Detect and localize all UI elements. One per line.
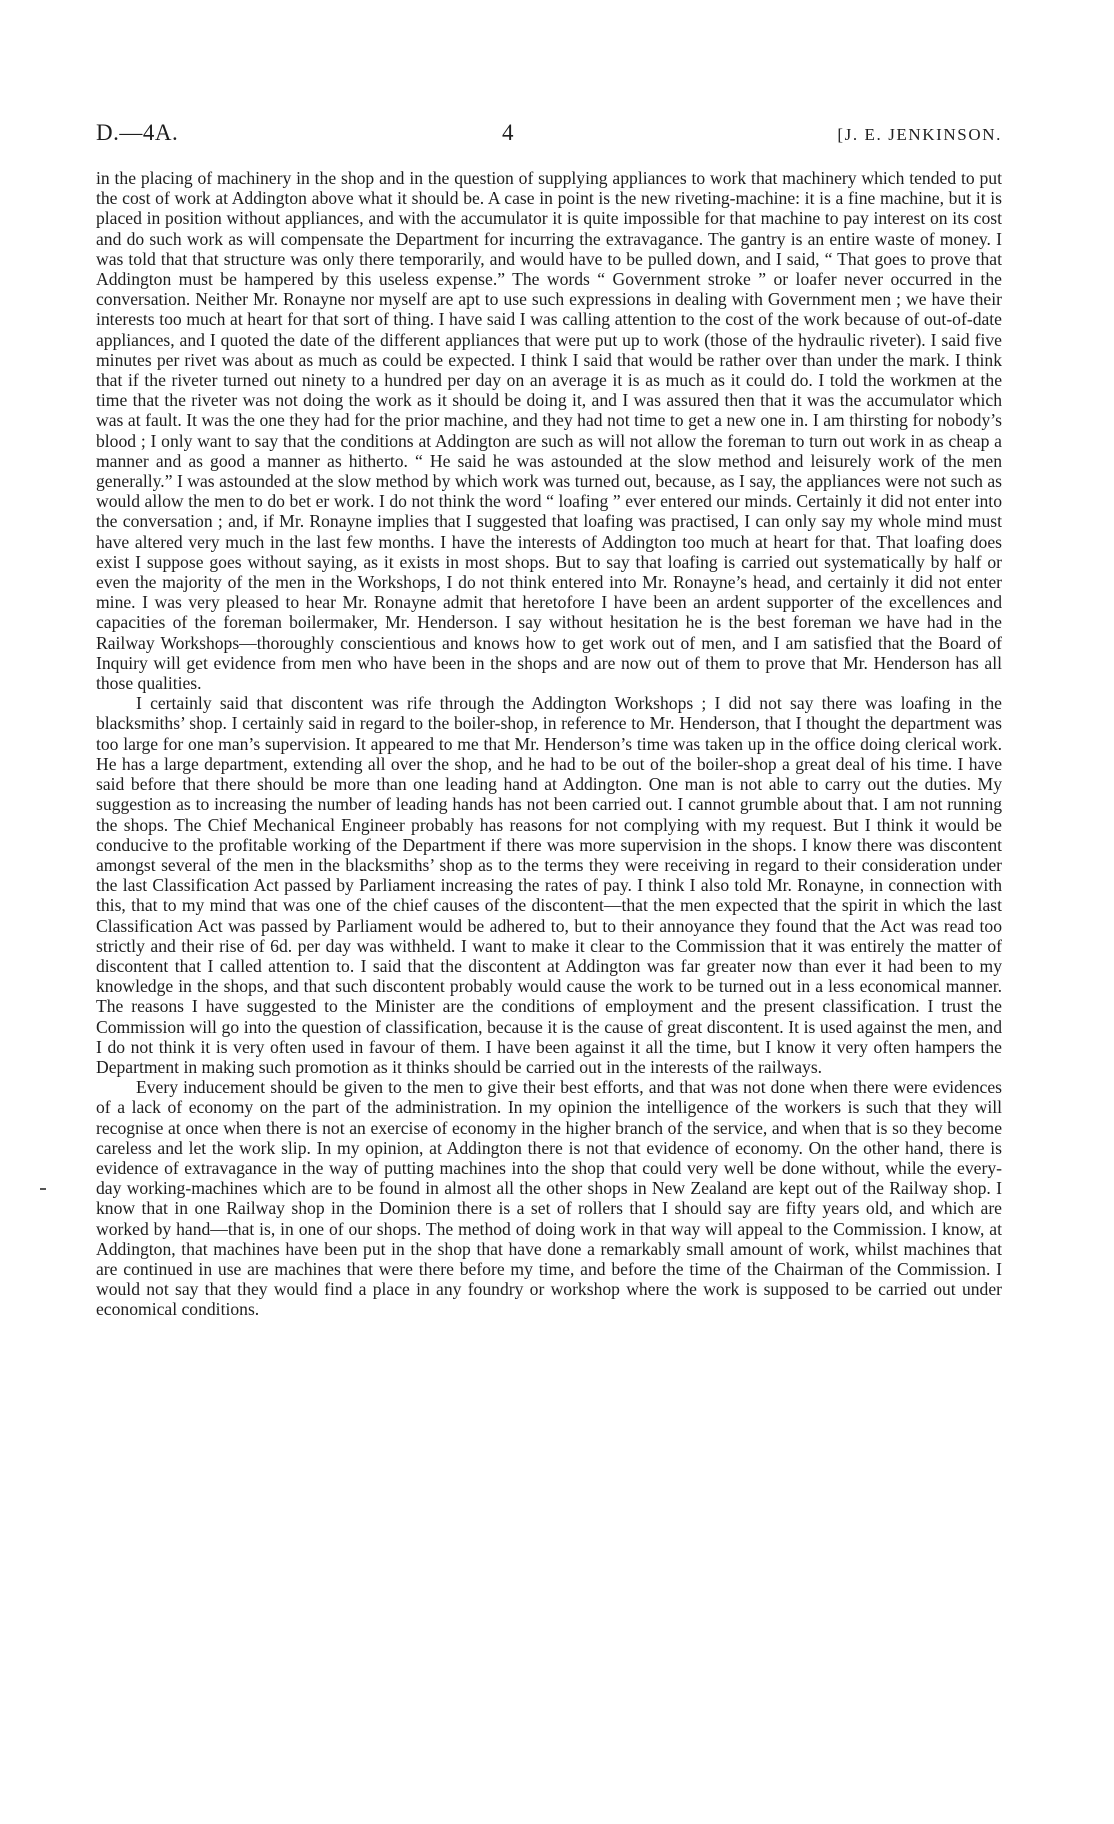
- paragraph-3: Every inducement should be given to the men to give their best efforts, and that was not done when there were evidences of a lack of economy on the part of the administration. In my opinion the intelligence of the workers is such that they will recognise at once when there is not an exercise of economy in the higher branch of the service, and when that is so they become careless and let the work slip. In my opinion, at Addington there is not that evidence of economy. On the other hand, there is evidence of extravagance in the way of putting machines into the shop that could very well be done without, while the every-day working-machines which are to be found in almost all the other shops in New Zealand are kept out of the Railway shop. I know that in one Railway shop in the Dominion there is a set of rollers that I should say are fifty years old, and which are worked by hand—that is, in one of our shops. The method of doing work in that way will appeal to the Commission. I know, at Addington, that machines have been put in the shop that have done a remarkably small amount of work, whilst machines that are continued in use are machines that were there before my time, and before the time of the Chairman of the Commission. I would not say that they would find a place in any foundry or workshop where the work is supposed to be carried out under economical conditions.: [96, 1077, 1002, 1320]
- paragraph-2: I certainly said that discontent was rife through the Addington Workshops ; I did not say there was loafing in the blacksmiths’ shop. I certainly said in regard to the boiler-shop, in reference to Mr. Henderson, that I thought the department was too large for one man’s supervision. It appeared to me that Mr. Henderson’s time was taken up in the office doing clerical work. He has a large department, extending all over the shop, and he had to be out of the boiler-shop a great deal of his time. I have said before that there should be more than one leading hand at Addington. One man is not able to carry out the duties. My suggestion as to increasing the number of leading hands has not been carried out. I cannot grumble about that. I am not running the shops. The Chief Mechanical Engineer probably has reasons for not complying with my request. But I think it would be conducive to the profitable working of the Department if there was more supervision in the shops. I know there was discontent amongst several of the men in the blacksmiths’ shop as to the terms they were receiving in regard to their consideration under the last Classification Act passed by Parliament increasing the rates of pay. I think I also told Mr. Ronayne, in connection with this, that to my mind that was one of the chief causes of the discontent—that the men expected that the spirit in which the last Classification Act was passed by Parliament would be adhered to, but to their annoyance they found that the Act was read too strictly and their rise of 6d. per day was withheld. I want to make it clear to the Commission that it was entirely the matter of discontent that I called attention to. I said that the discontent at Addington was far greater now than ever it had been to my knowledge in the shops, and that such discontent probably would cause the work to be turned out in a less economical manner. The reasons I have suggested to the Minister are the conditions of employment and the present classification. I trust the Commission will go into the question of classification, because it is the cause of great discontent. It is used against the men, and I do not think it is very often used in favour of them. I have been against it all the time, but I know it very often hampers the Department in making such promotion as it thinks should be carried out in the interests of the railways.: [96, 693, 1002, 1077]
- paragraph-1: in the placing of machinery in the shop and in the question of supplying appliances to work that machinery which tended to put the cost of work at Addington above what it should be. A case in point is the new riveting-machine: it is a fine machine, but it is placed in position without appliances, and with the accumulator it is quite impossible for that machine to pay interest on its cost and do such work as will compensate the Department for incurring the extravagance. The gantry is an entire waste of money. I was told that that structure was only there temporarily, and would have to be pulled down, and I said, “ That goes to prove that Addington must be hampered by this useless expense.” The words “ Government stroke ” or loafer never occurred in the conversation. Neither Mr. Ronayne nor myself are apt to use such expressions in dealing with Government men ; we have their interests too much at heart for that sort of thing. I have said I was calling attention to the cost of the work because of out-of-date appliances, and I quoted the date of the different appliances that were put up to work (those of the hydraulic riveter). I said five minutes per rivet was about as much as could be expected. I think I said that would be rather over than under the mark. I think that if the riveter turned out ninety to a hundred per day on an average it is as much as it could do. I told the workmen at the time that the riveter was not doing the work as it should be doing it, and I was assured then that it was the accumulator which was at fault. It was the one they had for the prior machine, and they had not time to get a new one in. I am thirsting for nobody’s blood ; I only want to say that the conditions at Addington are such as will not allow the foreman to turn out work in as cheap a manner and as good a manner as hitherto. “ He said he was astounded at the slow method and leisurely work of the men generally.” I was astounded at the slow method by which work was turned out, because, as I say, the appliances were not such as would allow the men to do bet er work. I do not think the word “ loafing ” ever entered our minds. Certainly it did not enter into the conversation ; and, if Mr. Ronayne implies that I suggested that loafing was practised, I can only say my whole mind must have altered very much in the last few months. I have the interests of Addington too much at heart for that. That loafing does exist I suppose goes without saying, as it exists in most shops. But to say that loafing is carried out systematically by half or even the majority of the men in the Workshops, I do not think entered into Mr. Ronayne’s head, and certainly it did not enter mine. I was very pleased to hear Mr. Ronayne admit that heretofore I have been an ardent supporter of the excellences and capacities of the foreman boilermaker, Mr. Henderson. I say without hesitation he is the best foreman we have had in the Railway Workshops—thoroughly conscientious and knows how to get work out of men, and I am satisfied that the Board of Inquiry will get evidence from men who have been in the shops and are now out of them to prove that Mr. Henderson has all those qualities.: [96, 168, 1002, 694]
- margin-mark: [40, 1188, 46, 1190]
- witness-name: [J. E. JENKINSON.: [837, 125, 1002, 144]
- page-header: [96, 120, 1002, 164]
- document-reference: D.—4A.: [96, 120, 179, 145]
- document-body: [96, 168, 1002, 1320]
- page-number: 4: [502, 120, 514, 145]
